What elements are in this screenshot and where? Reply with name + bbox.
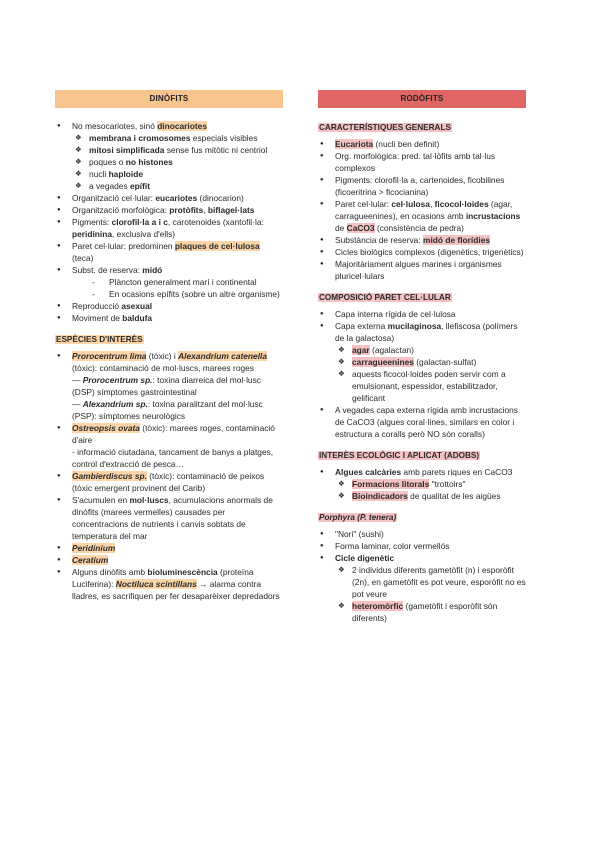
list-item (55, 494, 283, 542)
text-run: CaCO3 (346, 223, 375, 233)
list-item (318, 552, 526, 564)
list-item (55, 216, 283, 240)
text-run: no histones (125, 157, 173, 167)
text-run: (nucli ben definit) (373, 139, 440, 149)
text-run: Plàncton generalment marí i continental (109, 277, 257, 287)
text-run: mol·luscs (129, 495, 169, 505)
text-run: a vegades (89, 181, 130, 191)
list-item (318, 174, 526, 198)
text-run: mitosi simplificada (89, 145, 165, 155)
list-item (55, 446, 283, 470)
text-run: membrana i cromosomes (89, 133, 191, 143)
text-run: Peridinium (72, 543, 116, 553)
text-run: carragueenines (352, 357, 414, 367)
text-run: (proteïna Luciferina): (72, 567, 254, 589)
list-item (55, 542, 283, 554)
text-run: Prorocentrum lima (72, 351, 147, 361)
text-run: Majoritàriament algues marines i organismes pluricel·lulars (335, 259, 502, 281)
text-run: midó de florídies (423, 235, 491, 245)
text-run: (galactan-sulfat) (413, 357, 477, 367)
text-run: No mesocariotes, sinó (72, 121, 158, 131)
text-run: (teca) (72, 253, 94, 263)
text-run: clorofil·la a i c (111, 217, 168, 227)
left-column (55, 90, 283, 602)
general-heading-wrap (318, 122, 526, 132)
text-run: Formacions litorals (352, 479, 430, 489)
list-item (318, 320, 526, 344)
text-run: A vegades capa externa rígida amb incrustacions de CaCO3 (algues coral·lines, similars en color i estructura a coralls però NO són coralls) (335, 405, 518, 439)
text-run: eucariotes (155, 193, 198, 203)
list-item (55, 422, 283, 446)
list-item (55, 288, 283, 300)
porphyra-heading-wrap (318, 512, 526, 522)
list-item (318, 490, 526, 502)
text-run: Eucariota (335, 139, 374, 149)
text-run: poques o (89, 157, 126, 167)
list-item (55, 156, 283, 168)
text-run: Pigments: clorofil·la a, cartenoides, ficobilines (ficoeritrina > ficocianina) (335, 175, 505, 197)
list-item (318, 308, 526, 320)
list-item (318, 234, 526, 246)
text-run: midó (142, 265, 163, 275)
list-item (55, 168, 283, 180)
text-run: ficocol·loides (434, 199, 489, 209)
text-run: (consistència de pedra) (374, 223, 464, 233)
text-run: Organització morfològica: (72, 205, 170, 215)
text-run: sense fus mitòtic ni centriol (164, 145, 268, 155)
list-item (318, 600, 526, 624)
text-run: (tòxic): contaminació de mol·luscs, marees roges (72, 363, 254, 373)
text-run: Ostreopsis ovata (72, 423, 140, 433)
text-run: Cicle digenètic (335, 553, 395, 563)
list-item (55, 398, 283, 422)
text-run: S'acumulen en (72, 495, 130, 505)
text-run: : toxina paralitzant del mol·lusc (PSP): símptomes neurològics (72, 399, 263, 421)
text-run: heteromòrfic (352, 601, 404, 611)
species-heading-wrap (55, 334, 283, 344)
text-run: asexual (121, 301, 153, 311)
interest-list (318, 466, 526, 502)
porphyra-list (318, 528, 526, 624)
text-run: Alexandrium sp. (82, 399, 148, 409)
list-item (55, 312, 283, 324)
list-item (318, 368, 526, 404)
text-run: - informació ciutadana, tancament de banys a platges, control d'extracció de pesca… (72, 447, 274, 469)
list-item (55, 204, 283, 216)
list-item (55, 240, 283, 264)
list-item (318, 540, 526, 552)
list-item (318, 246, 526, 258)
text-run: amb parets riques en CaCO3 (401, 467, 513, 477)
list-item (55, 192, 283, 204)
text-run: protòfits (169, 205, 204, 215)
text-run: Reproducció (72, 301, 122, 311)
text-run: — (72, 375, 83, 385)
species-heading: ESPÈCIES D'INTERÈS (56, 335, 143, 344)
text-run: nucli (89, 169, 109, 179)
text-run: de (335, 223, 347, 233)
text-run: epífit (129, 181, 150, 191)
text-run: agar (352, 345, 370, 355)
text-run: , exclusiva d'ells) (112, 229, 176, 239)
list-item (318, 404, 526, 440)
text-run: Moviment de (72, 313, 123, 323)
list-item (55, 300, 283, 312)
text-run: plaques de cel·lulosa (174, 241, 260, 251)
text-run: Algues calcàries (335, 467, 402, 477)
porphyra-heading: Porphyra (P. tenera) (319, 513, 397, 522)
list-item (55, 144, 283, 156)
text-run: peridinina (72, 229, 113, 239)
text-run: (tòxic): contaminació de peixos (tòxic emergent provinent del Carib) (72, 471, 265, 493)
list-item (55, 566, 283, 602)
list-item (318, 478, 526, 490)
text-run: Capa externa (335, 321, 388, 331)
list-item (318, 150, 526, 174)
text-run: → alarma contra lladres, es sacrifiquen per fer desaparèixer depredadors (72, 579, 280, 601)
text-run: (tòxic): marees roges, contaminació d'aire (72, 423, 275, 445)
text-run: bioluminescència (147, 567, 218, 577)
text-run: , (203, 205, 208, 215)
right-column (318, 90, 526, 624)
list-item (55, 132, 283, 144)
text-run: , llefiscosa (polímers de la galactosa) (335, 321, 518, 343)
text-run: — (72, 399, 83, 409)
text-run: baldufa (122, 313, 153, 323)
text-run: En ocasions epífits (sobre un altre organisme) (109, 289, 280, 299)
text-run: especials visibles (190, 133, 258, 143)
text-run: dinocariotes (157, 121, 207, 131)
text-run: Prorocentrum sp. (82, 375, 153, 385)
text-run: Paret cel·lular: (335, 199, 392, 209)
text-run: haploide (108, 169, 143, 179)
text-run: incrustacions (465, 211, 521, 221)
text-run: Alguns dinòfits amb (72, 567, 148, 577)
text-run: "Nori" (sushi) (335, 529, 384, 539)
list-item (318, 466, 526, 478)
text-run: Capa interna rígida de cel·lulosa (335, 309, 456, 319)
list-item (318, 138, 526, 150)
species-list (55, 350, 283, 602)
text-run: (tòxic) i (146, 351, 179, 361)
rodofits-title: RODÒFITS (318, 90, 526, 108)
text-run: Subst. de reserva: (72, 265, 143, 275)
text-run: , carotenoides (xantofil·la: (167, 217, 264, 227)
general-list (318, 138, 526, 282)
text-run: 2 individus diferents gametòfit (n) i esporòfit (2n), en gametòfit es pot veure, esporòfit no es pot veure (352, 565, 526, 599)
text-run: Org. morfològica: pred. tal·lòfits amb tal·lus complexos (335, 151, 496, 173)
list-item (318, 564, 526, 600)
list-item (55, 470, 283, 494)
list-item (318, 356, 526, 368)
text-run: : toxina diarreica del mol·lusc (DSP) símptomes gastrointestinal (72, 375, 261, 397)
list-item (55, 350, 283, 374)
text-run: Gambierdiscus sp. (72, 471, 147, 481)
list-item (318, 198, 526, 234)
text-run: biflagel·lats (207, 205, 255, 215)
list-item (318, 344, 526, 356)
list-item (55, 264, 283, 276)
general-heading: CARACTERÍSTIQUES GENERALS (319, 123, 451, 132)
text-run: Cicles biològics complexos (digenètics, trigenètics) (335, 247, 524, 257)
interest-heading-wrap (318, 450, 526, 460)
list-item (318, 258, 526, 282)
text-run: Forma laminar, color vermellós (335, 541, 450, 551)
text-run: Paret cel·lular: predominen (72, 241, 175, 251)
wall-heading-wrap (318, 292, 526, 302)
text-run: Organització cel·lular: (72, 193, 156, 203)
dinofits-title: DINÒFITS (55, 90, 283, 108)
text-run: , (429, 199, 435, 209)
text-run: "trottoirs" (429, 479, 466, 489)
dinofits-intro-list (55, 120, 283, 324)
text-run: mucilaginosa (387, 321, 442, 331)
text-run: Noctiluca scintillans (115, 579, 197, 589)
list-item (318, 528, 526, 540)
list-item (55, 374, 283, 398)
text-run: de qualitat de les aigües (407, 491, 501, 501)
list-item (55, 180, 283, 192)
text-run: Substància de reserva: (335, 235, 423, 245)
list-item (55, 276, 283, 288)
list-item (55, 120, 283, 132)
text-run: cel·lulosa (391, 199, 430, 209)
text-run: , acumulacions anormals de dinòfits (marees vermelles) causades per concentracions de nutrients i canvis sobtats de temperatura del mar (72, 495, 273, 541)
text-run: Ceratium (72, 555, 109, 565)
text-run: (agar, carragueenines), en ocasions amb (335, 199, 513, 221)
text-run: Alexandrium catenella (178, 351, 268, 361)
text-run: Pigments: (72, 217, 112, 227)
wall-heading: COMPOSICIÓ PARET CEL·LULAR (319, 293, 451, 302)
interest-heading: INTERÈS ECOLÒGIC I APLICAT (ADOBS) (319, 451, 480, 460)
text-run: (agalactan) (369, 345, 414, 355)
text-run: Bioindicadors (352, 491, 408, 501)
text-run: (gametòfit i esporòfit són diferents) (352, 601, 498, 623)
wall-list (318, 308, 526, 440)
text-run: aquests ficocol·loides poden servir com a emulsionant, espessidor, estabilitzador, gelificant (352, 369, 506, 403)
list-item (55, 554, 283, 566)
text-run: (dinocarion) (197, 193, 244, 203)
